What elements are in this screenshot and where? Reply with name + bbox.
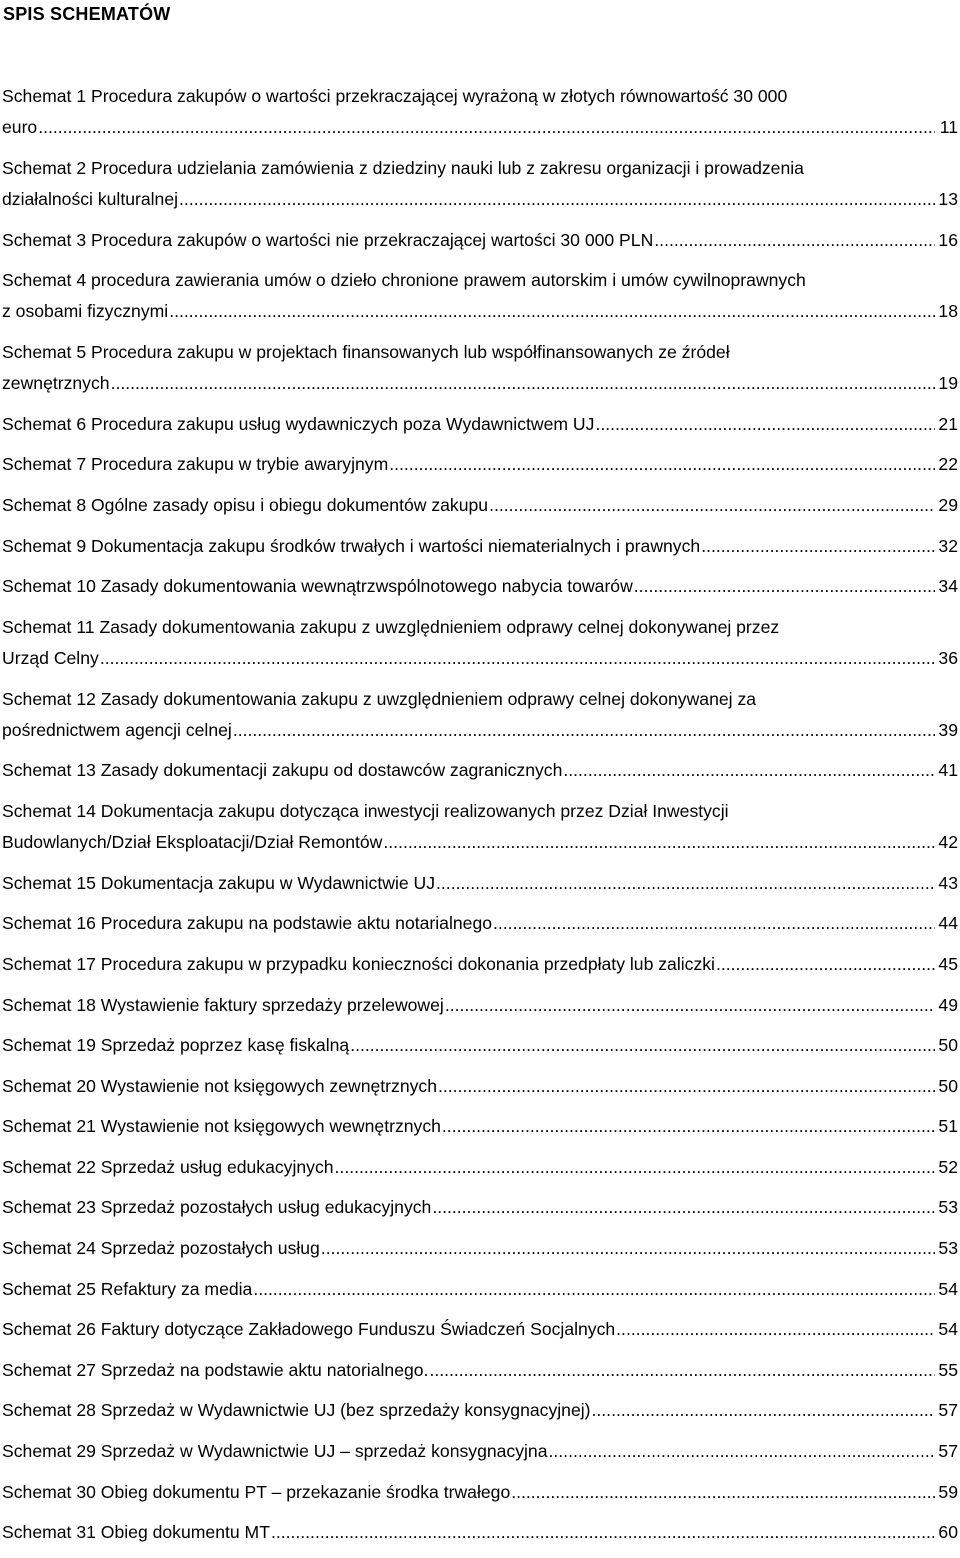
toc-entry-title-line: Schemat 2 Procedura udzielania zamówienia z dziedziny nauki lub z zakresu organizacji i prowadzenia [2, 157, 804, 178]
toc-entry-title: euro [2, 117, 38, 138]
toc-entry[interactable] [2, 755, 958, 786]
toc-entry-final-line [2, 827, 958, 858]
toc-page-number: 55 [938, 1359, 958, 1380]
toc-entry-final-line [2, 715, 958, 746]
dot-leader [549, 1436, 935, 1467]
toc-page-number: 44 [938, 913, 958, 934]
toc-page-number: 54 [938, 1319, 958, 1340]
toc-page-number: 50 [938, 1035, 958, 1056]
dot-leader [445, 990, 935, 1021]
toc-entry-title: Schemat 29 Sprzedaż w Wydawnictwie UJ – sprzedaż konsygnacyjna [2, 1441, 548, 1462]
dot-leader [335, 1152, 935, 1183]
dot-leader [616, 1314, 935, 1345]
toc-entry[interactable] [2, 612, 958, 674]
toc-entry-final-line [2, 1274, 958, 1305]
dot-leader [436, 868, 935, 899]
toc-entry-title-line: Schemat 12 Zasady dokumentowania zakupu z uwzględnieniem odprawy celnej dokonywanej za [2, 688, 757, 709]
toc-entry-title-line: Schemat 4 procedura zawierania umów o dzieło chronione prawem autorskim i umów cywilnoprawnych [2, 270, 806, 291]
toc-entry[interactable] [2, 531, 958, 562]
toc-entry[interactable] [2, 908, 958, 939]
toc-entry-final-line [2, 1477, 958, 1508]
toc-entry-final-line [2, 225, 958, 256]
toc-page-number: 52 [938, 1156, 958, 1177]
toc-entry-final-line [2, 531, 958, 562]
toc-entry-title: Urząd Celny [2, 647, 99, 668]
toc-page-number: 18 [938, 301, 958, 322]
toc-entry-title: Schemat 24 Sprzedaż pozostałych usług [2, 1238, 320, 1259]
toc-entry-title-line: Schemat 14 Dokumentacja zakupu dotycząca inwestycji realizowanych przez Dział Inwestycji [2, 800, 729, 821]
toc-entry[interactable] [2, 449, 958, 480]
dot-leader [100, 643, 935, 674]
toc-entry-final-line [2, 1395, 958, 1426]
toc-entry-title: Schemat 23 Sprzedaż pozostałych usług edukacyjnych [2, 1197, 432, 1218]
toc-entry[interactable] [2, 1192, 958, 1223]
dot-leader [438, 1071, 935, 1102]
toc-entry-final-line [2, 449, 958, 480]
toc-page-number: 45 [938, 953, 958, 974]
dot-leader [271, 1517, 935, 1548]
toc-entry-final-line [2, 490, 958, 521]
toc-entry-final-line [2, 908, 958, 939]
toc-entry[interactable] [2, 1355, 958, 1386]
toc-entry-final-line [2, 1436, 958, 1467]
toc-entry[interactable] [2, 81, 958, 143]
toc-entry-final-line [2, 1355, 958, 1386]
dot-leader [111, 368, 935, 399]
toc-entry-final-line [2, 1233, 958, 1264]
toc-entry-title: Schemat 28 Sprzedaż w Wydawnictwie UJ (bez sprzedaży konsygnacyjnej) [2, 1400, 591, 1421]
toc-entry-final-line [2, 1030, 958, 1061]
toc-page-number: 57 [938, 1441, 958, 1462]
toc-page-number: 57 [938, 1400, 958, 1421]
toc-entry[interactable] [2, 1233, 958, 1264]
toc-page-number: 13 [938, 189, 958, 209]
toc-entry-final-line [2, 1071, 958, 1102]
toc-entry-final-line [2, 1152, 958, 1183]
toc-entry-final-line [2, 949, 958, 980]
toc-entry-final-line [2, 368, 958, 399]
toc-entry-title: Schemat 27 Sprzedaż na podstawie aktu natorialnego. [2, 1359, 429, 1380]
toc-entry[interactable] [2, 1152, 958, 1183]
toc-entry-final-line [2, 184, 958, 215]
dot-leader [442, 1111, 935, 1142]
toc-entry[interactable] [2, 1395, 958, 1426]
toc-entry[interactable] [2, 868, 958, 899]
toc-entry[interactable] [2, 409, 958, 440]
dot-leader [701, 531, 935, 562]
toc-entry[interactable] [2, 153, 958, 215]
toc-entry-title: Schemat 16 Procedura zakupu na podstawie aktu notarialnego [2, 913, 493, 934]
dot-leader [321, 1233, 935, 1264]
toc-page-number: 22 [938, 454, 958, 475]
toc-entry-final-line [2, 1111, 958, 1142]
toc-page-number: 16 [938, 229, 958, 250]
toc-entry-final-line [2, 1192, 958, 1223]
toc-entry[interactable] [2, 265, 958, 327]
toc-entry-title: Schemat 3 Procedura zakupów o wartości nie przekraczającej wartości 30 000 PLN [2, 229, 654, 250]
toc-entry-title: Schemat 7 Procedura zakupu w trybie awaryjnym [2, 454, 389, 475]
dot-leader [179, 184, 935, 215]
toc-entry[interactable] [2, 337, 958, 399]
toc-entry-title: Schemat 26 Faktury dotyczące Zakładowego Funduszu Świadczeń Socjalnych [2, 1319, 616, 1340]
toc-entry-title: Schemat 13 Zasady dokumentacji zakupu od dostawców zagranicznych [2, 760, 563, 781]
toc-entry-final-line [2, 409, 958, 440]
dot-leader [489, 490, 935, 521]
toc-entry-title: Schemat 9 Dokumentacja zakupu środków trwałych i wartości niematerialnych i prawnych [2, 535, 701, 556]
toc-entry[interactable] [2, 796, 958, 858]
dot-leader [350, 1030, 935, 1061]
dot-leader [253, 1274, 935, 1305]
toc-entry[interactable] [2, 571, 958, 602]
toc-entry[interactable] [2, 490, 958, 521]
toc-entry[interactable] [2, 1274, 958, 1305]
dot-leader [511, 1477, 935, 1508]
toc-entry[interactable] [2, 684, 958, 746]
toc-entry-final-line [2, 1314, 958, 1345]
toc-entry-title-line: Schemat 1 Procedura zakupów o wartości przekraczającej wyrażoną w złotych równowartość 30 000 [2, 86, 788, 106]
toc-entry-final-line [2, 112, 958, 143]
toc-entry-final-line [2, 755, 958, 786]
dot-leader [432, 1192, 935, 1223]
dot-leader [716, 949, 935, 980]
toc-entry-final-line [2, 571, 958, 602]
toc-entry-title: Schemat 8 Ogólne zasady opisu i obiegu dokumentów zakupu [2, 494, 489, 515]
dot-leader [38, 112, 935, 143]
toc-entry[interactable] [2, 1477, 958, 1508]
toc-entry[interactable] [2, 1071, 958, 1102]
toc-page-number: 59 [938, 1481, 958, 1502]
toc-entry-title: pośrednictwem agencji celnej [2, 719, 232, 740]
dot-leader [389, 449, 935, 480]
toc-page-number: 53 [938, 1238, 958, 1259]
toc-entry[interactable] [2, 949, 958, 980]
toc-entry-title: działalności kulturalnej [2, 189, 179, 209]
dot-leader [595, 409, 935, 440]
toc-page-number: 51 [938, 1116, 958, 1137]
toc-entry-title: Schemat 17 Procedura zakupu w przypadku konieczności dokonania przedpłaty lub zaliczki [2, 953, 715, 974]
toc-entry-title: Schemat 19 Sprzedaż poprzez kasę fiskalną [2, 1035, 350, 1056]
dot-leader [429, 1355, 935, 1386]
toc-entry[interactable] [2, 1436, 958, 1467]
toc-entry[interactable] [2, 1111, 958, 1142]
toc-page-number: 49 [938, 994, 958, 1015]
toc-page-number: 53 [938, 1197, 958, 1218]
toc-page-number: 60 [938, 1522, 958, 1543]
toc-entry-title: Schemat 10 Zasady dokumentowania wewnątrzwspólnotowego nabycia towarów [2, 576, 633, 597]
toc-entry-title: z osobami fizycznymi [2, 301, 169, 322]
toc-entry-title: Schemat 22 Sprzedaż usług edukacyjnych [2, 1156, 334, 1177]
dot-leader [654, 225, 935, 256]
toc-page-number: 50 [938, 1075, 958, 1096]
toc-entry-title: Schemat 30 Obieg dokumentu PT – przekazanie środka trwałego [2, 1481, 511, 1502]
toc-entry-final-line [2, 296, 958, 327]
toc-entry-title: Schemat 18 Wystawienie faktury sprzedaży przelewowej [2, 994, 444, 1015]
toc-page-number: 29 [938, 494, 958, 515]
toc-entry[interactable] [2, 1030, 958, 1061]
toc-page-number: 39 [938, 719, 958, 740]
toc-page-number: 43 [938, 872, 958, 893]
toc-entry[interactable] [2, 990, 958, 1021]
toc-page-number: 36 [938, 647, 958, 668]
toc-page-number: 32 [938, 535, 958, 556]
dot-leader [493, 908, 935, 939]
toc-page-number: 34 [938, 576, 958, 597]
dot-leader [169, 296, 935, 327]
toc-entry-final-line [2, 868, 958, 899]
toc-page-number: 21 [938, 413, 958, 434]
toc-entry-title: zewnętrznych [2, 373, 110, 394]
dot-leader [383, 827, 935, 858]
toc-list [2, 81, 958, 1558]
toc-page-number: 11 [939, 117, 958, 138]
dot-leader [634, 571, 935, 602]
toc-entry-final-line [2, 1517, 958, 1548]
toc-entry-title: Schemat 6 Procedura zakupu usług wydawniczych poza Wydawnictwem UJ [2, 413, 595, 434]
toc-entry[interactable] [2, 1314, 958, 1345]
dot-leader [592, 1395, 935, 1426]
toc-entry[interactable] [2, 1517, 958, 1548]
toc-entry-title: Schemat 31 Obieg dokumentu MT [2, 1522, 270, 1543]
toc-page-number: 54 [938, 1278, 958, 1299]
toc-page-number: 19 [938, 373, 958, 394]
toc-entry-final-line [2, 990, 958, 1021]
toc-entry-title: Schemat 21 Wystawienie not księgowych wewnętrznych [2, 1116, 441, 1137]
toc-entry-title: Schemat 20 Wystawienie not księgowych zewnętrznych [2, 1075, 437, 1096]
toc-page-number: 42 [938, 832, 958, 853]
toc-page-number: 41 [938, 760, 958, 781]
toc-entry-title: Schemat 15 Dokumentacja zakupu w Wydawnictwie UJ [2, 872, 436, 893]
toc-entry-title-line: Schemat 5 Procedura zakupu w projektach finansowanych lub współfinansowanych ze źródeł [2, 341, 730, 362]
toc-entry-title: Budowlanych/Dział Eksploatacji/Dział Remontów [2, 832, 383, 853]
dot-leader [563, 755, 935, 786]
toc-entry-title-line: Schemat 11 Zasady dokumentowania zakupu z uwzględnieniem odprawy celnej dokonywanej przez [2, 616, 780, 637]
dot-leader [233, 715, 935, 746]
toc-entry-final-line [2, 643, 958, 674]
toc-entry-title: Schemat 25 Refaktury za media [2, 1278, 253, 1299]
toc-heading: SPIS SCHEMATÓW [3, 4, 171, 24]
toc-entry[interactable] [2, 225, 958, 256]
